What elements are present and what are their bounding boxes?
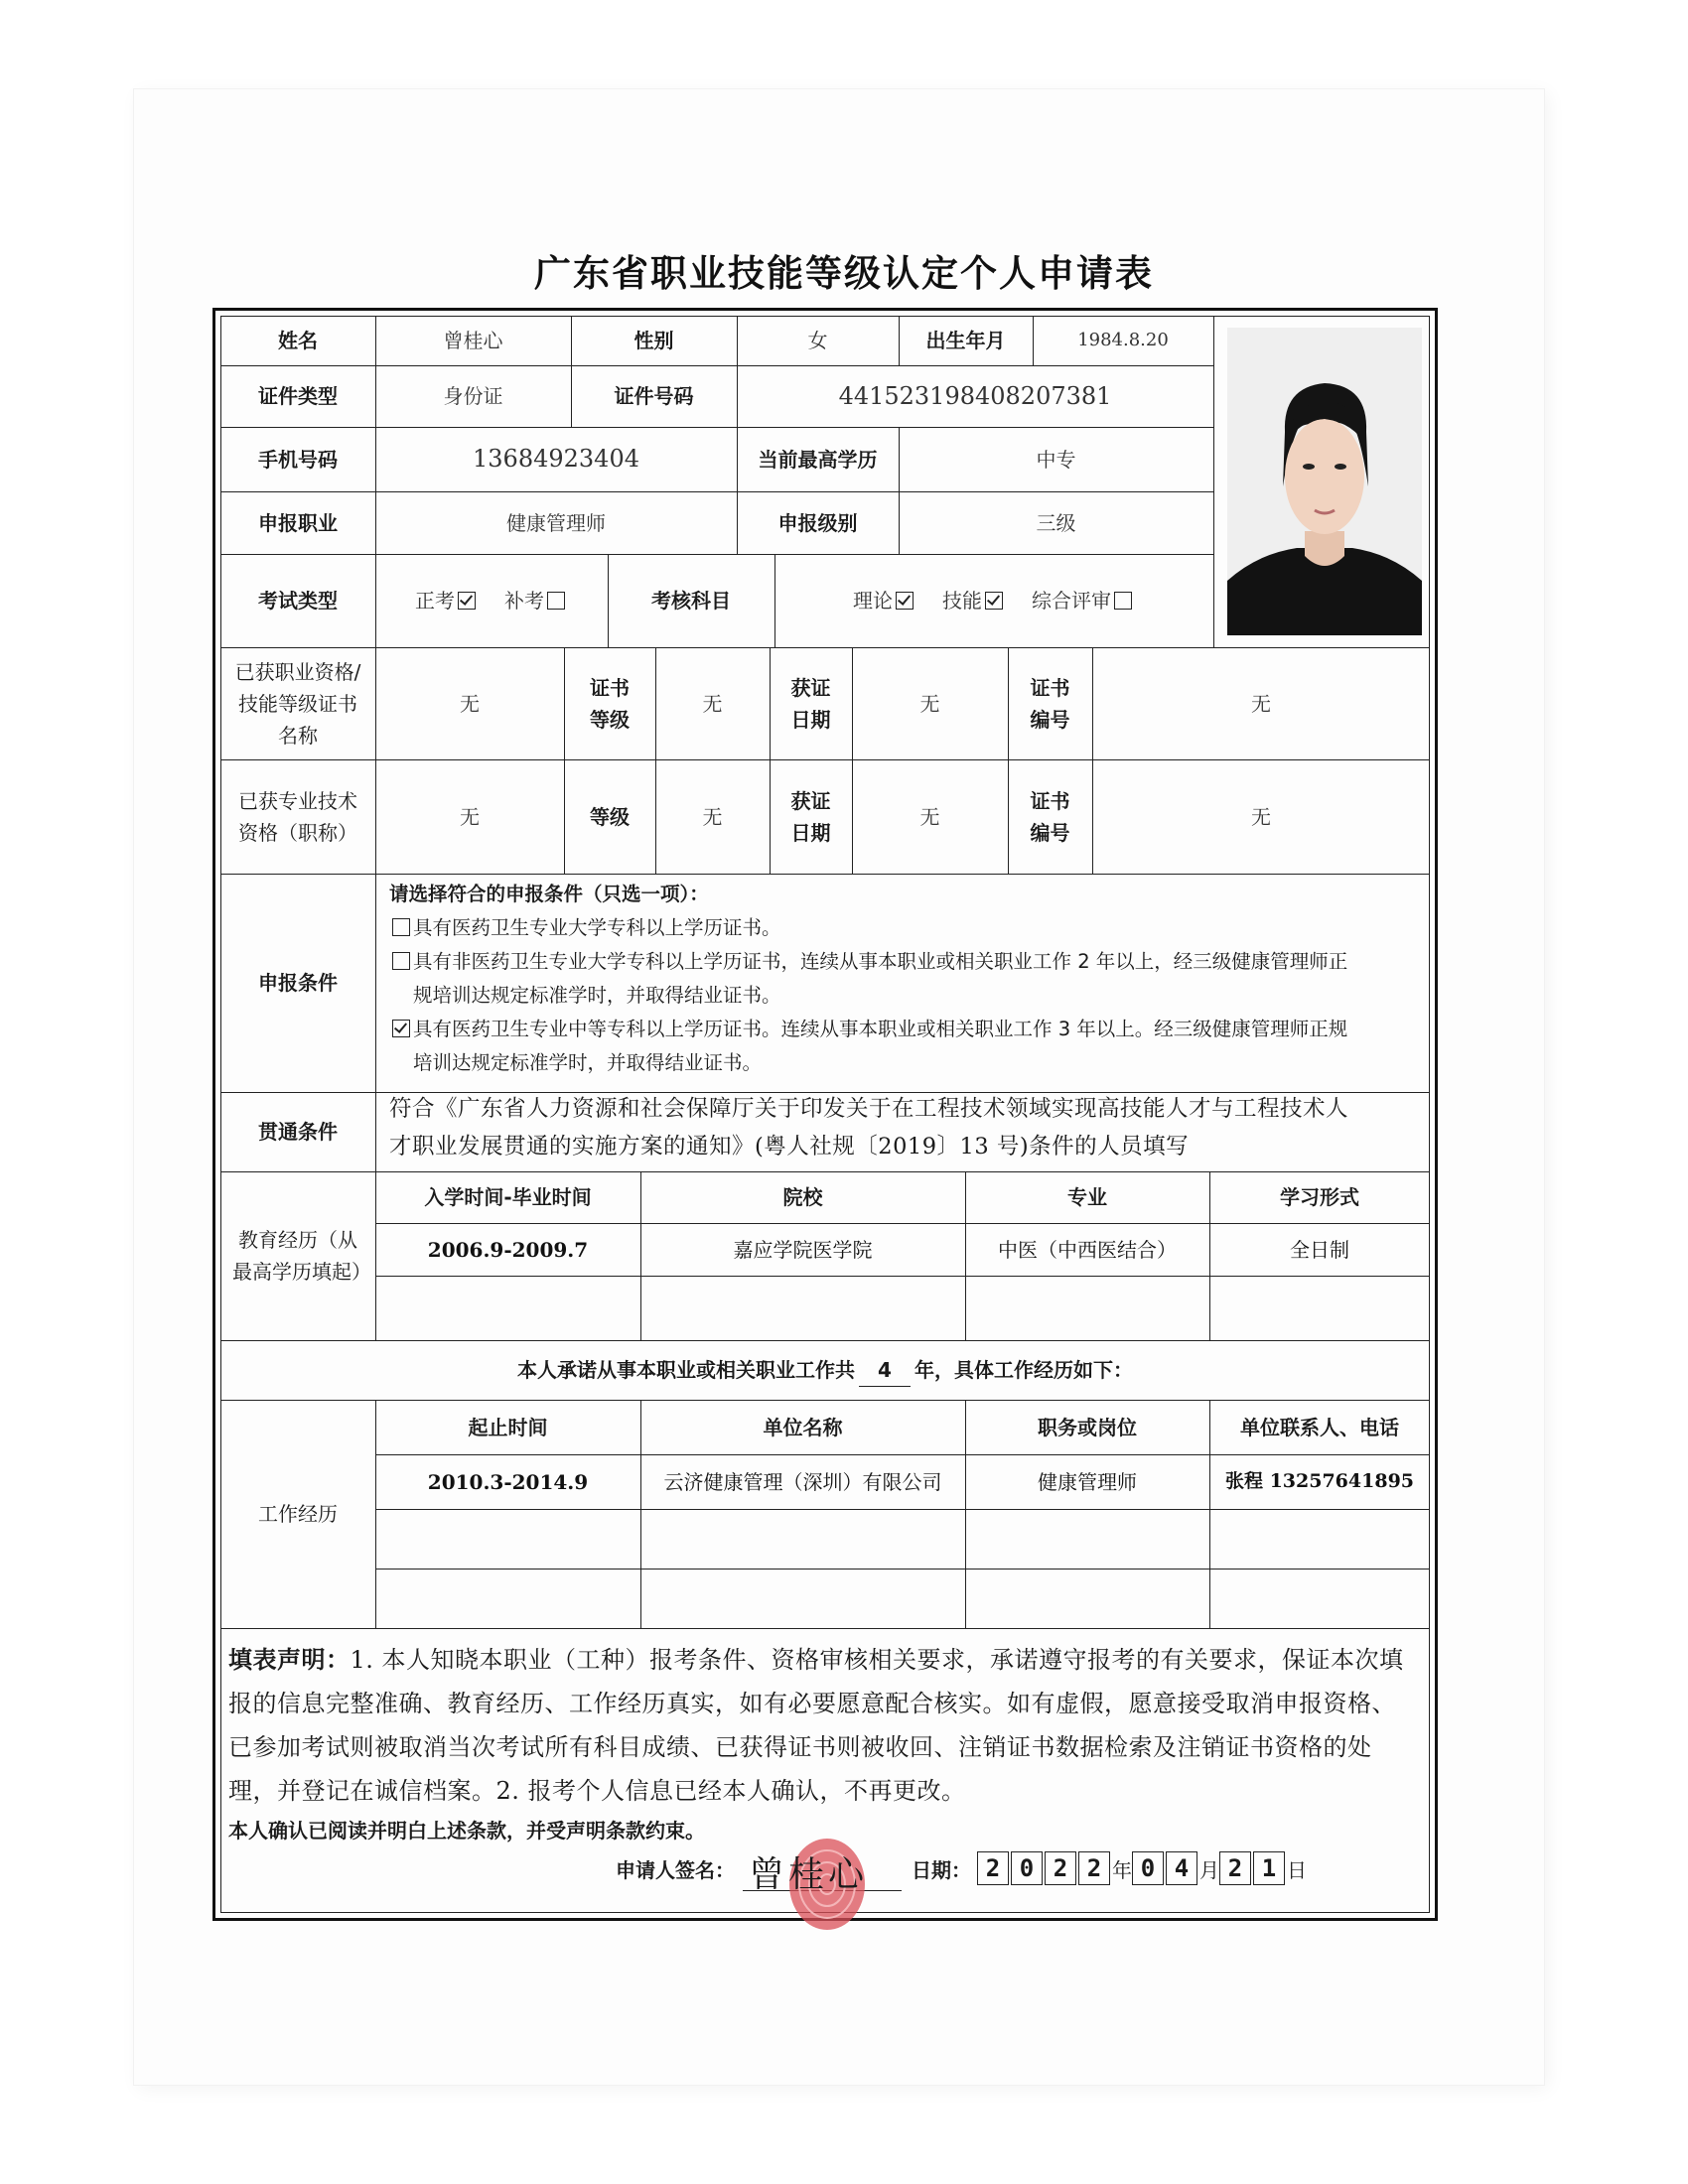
work-header-company: 单位名称 — [763, 1415, 843, 1439]
subject-review-checkbox[interactable] — [1114, 592, 1132, 610]
month-unit: 月 — [1199, 1857, 1219, 1882]
work-header-period: 起止时间 — [468, 1415, 548, 1439]
year-digit: 2 — [977, 1851, 1009, 1885]
idno-label: 证件号码 — [614, 384, 694, 408]
day-digit: 1 — [1253, 1851, 1285, 1885]
applicant-photo — [1227, 328, 1422, 635]
dob-label: 出生年月 — [925, 329, 1006, 352]
work-header-contact: 单位联系人、电话 — [1240, 1415, 1399, 1439]
name-label: 姓名 — [278, 329, 318, 352]
condition-option-3-cont: 培训达规定标准学时，并取得结业证书。 — [413, 1051, 763, 1074]
technical-no-value: 无 — [1251, 804, 1271, 829]
level-label: 申报级别 — [777, 510, 858, 535]
year-digit: 0 — [1011, 1851, 1043, 1885]
work-row-period: 2010.3-2014.9 — [427, 1469, 589, 1494]
edu-row-mode: 全日制 — [1290, 1237, 1349, 1262]
conditions-label: 申报条件 — [258, 971, 338, 995]
technical-date-value: 无 — [919, 804, 940, 829]
date-label: 日期： — [912, 1857, 971, 1882]
idtype-label: 证件类型 — [258, 384, 338, 408]
qualification-no-label: 证书编号 — [1030, 675, 1070, 732]
signature-row — [616, 1846, 1307, 1895]
qualification-date-label: 获证日期 — [790, 675, 831, 732]
technical-title-label: 已获专业技术资格（职称） — [238, 788, 357, 845]
subject-label: 考核科目 — [651, 589, 731, 613]
edu-row-school: 嘉应学院医学院 — [733, 1237, 873, 1262]
edu-row-period: 2006.9-2009.7 — [427, 1237, 589, 1262]
year-digit: 2 — [1045, 1851, 1076, 1885]
work-row-position: 健康管理师 — [1038, 1469, 1137, 1494]
edu-row-major: 中医（中西医结合） — [998, 1237, 1177, 1262]
subject-theory-checkbox[interactable] — [896, 592, 914, 610]
education-label: 教育经历（从最高学历填起） — [232, 1228, 371, 1284]
form-title: 广东省职业技能等级认定个人申请表 — [534, 252, 1154, 295]
declaration-head: 填表声明： — [228, 1646, 351, 1674]
technical-title-name: 无 — [460, 804, 480, 829]
condition-option-2-cont: 规培训达规定标准学时，并取得结业证书。 — [413, 984, 781, 1007]
conditions-intro: 请选择符合的申报条件（只选一项）： — [389, 883, 709, 905]
month-digit: 4 — [1166, 1851, 1197, 1885]
day-unit: 日 — [1287, 1857, 1307, 1882]
qualification-cert-name: 无 — [460, 691, 480, 716]
idno-value: 441523198408207381 — [838, 381, 1112, 410]
subject-skill-label: 技能 — [942, 589, 982, 613]
technical-grade-value: 无 — [702, 804, 723, 829]
work-header-position: 职务或岗位 — [1038, 1415, 1137, 1439]
exam-normal-checkbox[interactable] — [458, 592, 476, 610]
work-row-contact: 张程 13257641895 — [1224, 1470, 1415, 1493]
date-day-boxes[interactable] — [1219, 1851, 1287, 1885]
edu-header-period: 入学时间-毕业时间 — [424, 1185, 592, 1209]
qualification-no-value: 无 — [1251, 691, 1271, 716]
work-promise-post: 年，具体工作经历如下： — [914, 1358, 1133, 1382]
subject-review-label: 综合评审 — [1032, 589, 1111, 613]
dob-value: 1984.8.20 — [1077, 329, 1169, 350]
job-label: 申报职业 — [258, 510, 338, 535]
month-digit: 0 — [1132, 1851, 1164, 1885]
work-row-company: 云济健康管理（深圳）有限公司 — [663, 1469, 942, 1494]
job-value: 健康管理师 — [506, 510, 606, 535]
handwritten-signature: 曾桂心 — [749, 1853, 869, 1895]
declaration-body: 1. 本人知晓本职业（工种）报考条件、资格审核相关要求，承诺遵守报考的有关要求，保证本次填报的信息完整准确、教育经历、工作经历真实，如有必要愿意配合核实。如有虚假，愿意接受取消申报资格、已参加考试则被取消当次考试所有科目成绩、已获得证书则被收回、注销证书数据检索及注销证书资格的处理，并登记在诚信档案。2. 报考个人信息已经本人确认，不再更改。 — [228, 1646, 1404, 1805]
day-digit: 2 — [1219, 1851, 1251, 1885]
level-value: 三级 — [1036, 510, 1076, 535]
subject-theory-label: 理论 — [853, 589, 893, 613]
phone-label: 手机号码 — [258, 447, 338, 472]
edu-label: 当前最高学历 — [758, 447, 878, 472]
declaration-confirm: 本人确认已阅读并明白上述条款，并受声明条款约束。 — [228, 1819, 705, 1843]
through-label: 贯通条件 — [258, 1120, 338, 1144]
through-text — [389, 1090, 1422, 1165]
qualification-date-value: 无 — [919, 691, 940, 716]
qualification-cert-label: 已获职业资格/技能等级证书名称 — [234, 659, 361, 748]
work-promise-years: 4 — [859, 1354, 911, 1387]
name-value: 曾桂心 — [443, 329, 503, 352]
edu-value: 中专 — [1036, 447, 1076, 472]
declaration — [228, 1638, 1420, 1813]
work-promise — [220, 1340, 1430, 1400]
date-year-boxes[interactable] — [977, 1851, 1112, 1885]
conditions-block — [389, 878, 1422, 1080]
condition-option-3[interactable]: 具有医药卫生专业中等专科以上学历证书。连续从事本职业或相关职业工作 3 年以上。经三级健康管理师正规 — [389, 1013, 1422, 1046]
year-digit: 2 — [1078, 1851, 1110, 1885]
qualification-grade-label: 证书等级 — [590, 675, 630, 732]
idtype-value: 身份证 — [443, 384, 503, 408]
signature-field[interactable] — [743, 1846, 902, 1895]
technical-date-label: 获证日期 — [790, 788, 831, 845]
subject-skill-checkbox[interactable] — [985, 592, 1003, 610]
work-promise-pre: 本人承诺从事本职业或相关职业工作共 — [517, 1358, 855, 1382]
year-unit: 年 — [1112, 1857, 1132, 1882]
signature-label: 申请人签名： — [616, 1857, 735, 1882]
edu-header-school: 院校 — [782, 1185, 823, 1209]
exam-makeup-label: 补考 — [504, 589, 544, 613]
gender-value: 女 — [807, 329, 828, 352]
work-label: 工作经历 — [258, 1502, 338, 1526]
technical-no-label: 证书编号 — [1030, 788, 1070, 845]
subject-options — [774, 554, 1213, 647]
date-month-boxes[interactable] — [1132, 1851, 1199, 1885]
edu-header-mode: 学习形式 — [1280, 1185, 1359, 1209]
through-line-1: 符合《广东省人力资源和社会保障厅关于印发关于在工程技术领域实现高技能人才与工程技术人 — [389, 1096, 1349, 1122]
exam-makeup-checkbox[interactable] — [547, 592, 565, 610]
exam-type-options — [375, 554, 608, 647]
gender-label: 性别 — [633, 329, 674, 352]
qualification-grade-value: 无 — [702, 691, 723, 716]
edu-header-major: 专业 — [1067, 1185, 1107, 1209]
condition-option-1[interactable]: 具有医药卫生专业大学专科以上学历证书。 — [389, 911, 1422, 945]
portrait-image — [1227, 328, 1422, 635]
phone-value: 13684923404 — [473, 445, 639, 474]
through-line-2: 才职业发展贯通的实施方案的通知》(粤人社规〔2019〕13 号)条件的人员填写 — [389, 1134, 1190, 1160]
exam-type-label: 考试类型 — [258, 589, 338, 613]
condition-option-2[interactable]: 具有非医药卫生专业大学专科以上学历证书，连续从事本职业或相关职业工作 2 年以上，经三级健康管理师正 — [389, 945, 1422, 979]
technical-grade-label: 等级 — [590, 804, 630, 829]
exam-normal-label: 正考 — [415, 589, 455, 613]
